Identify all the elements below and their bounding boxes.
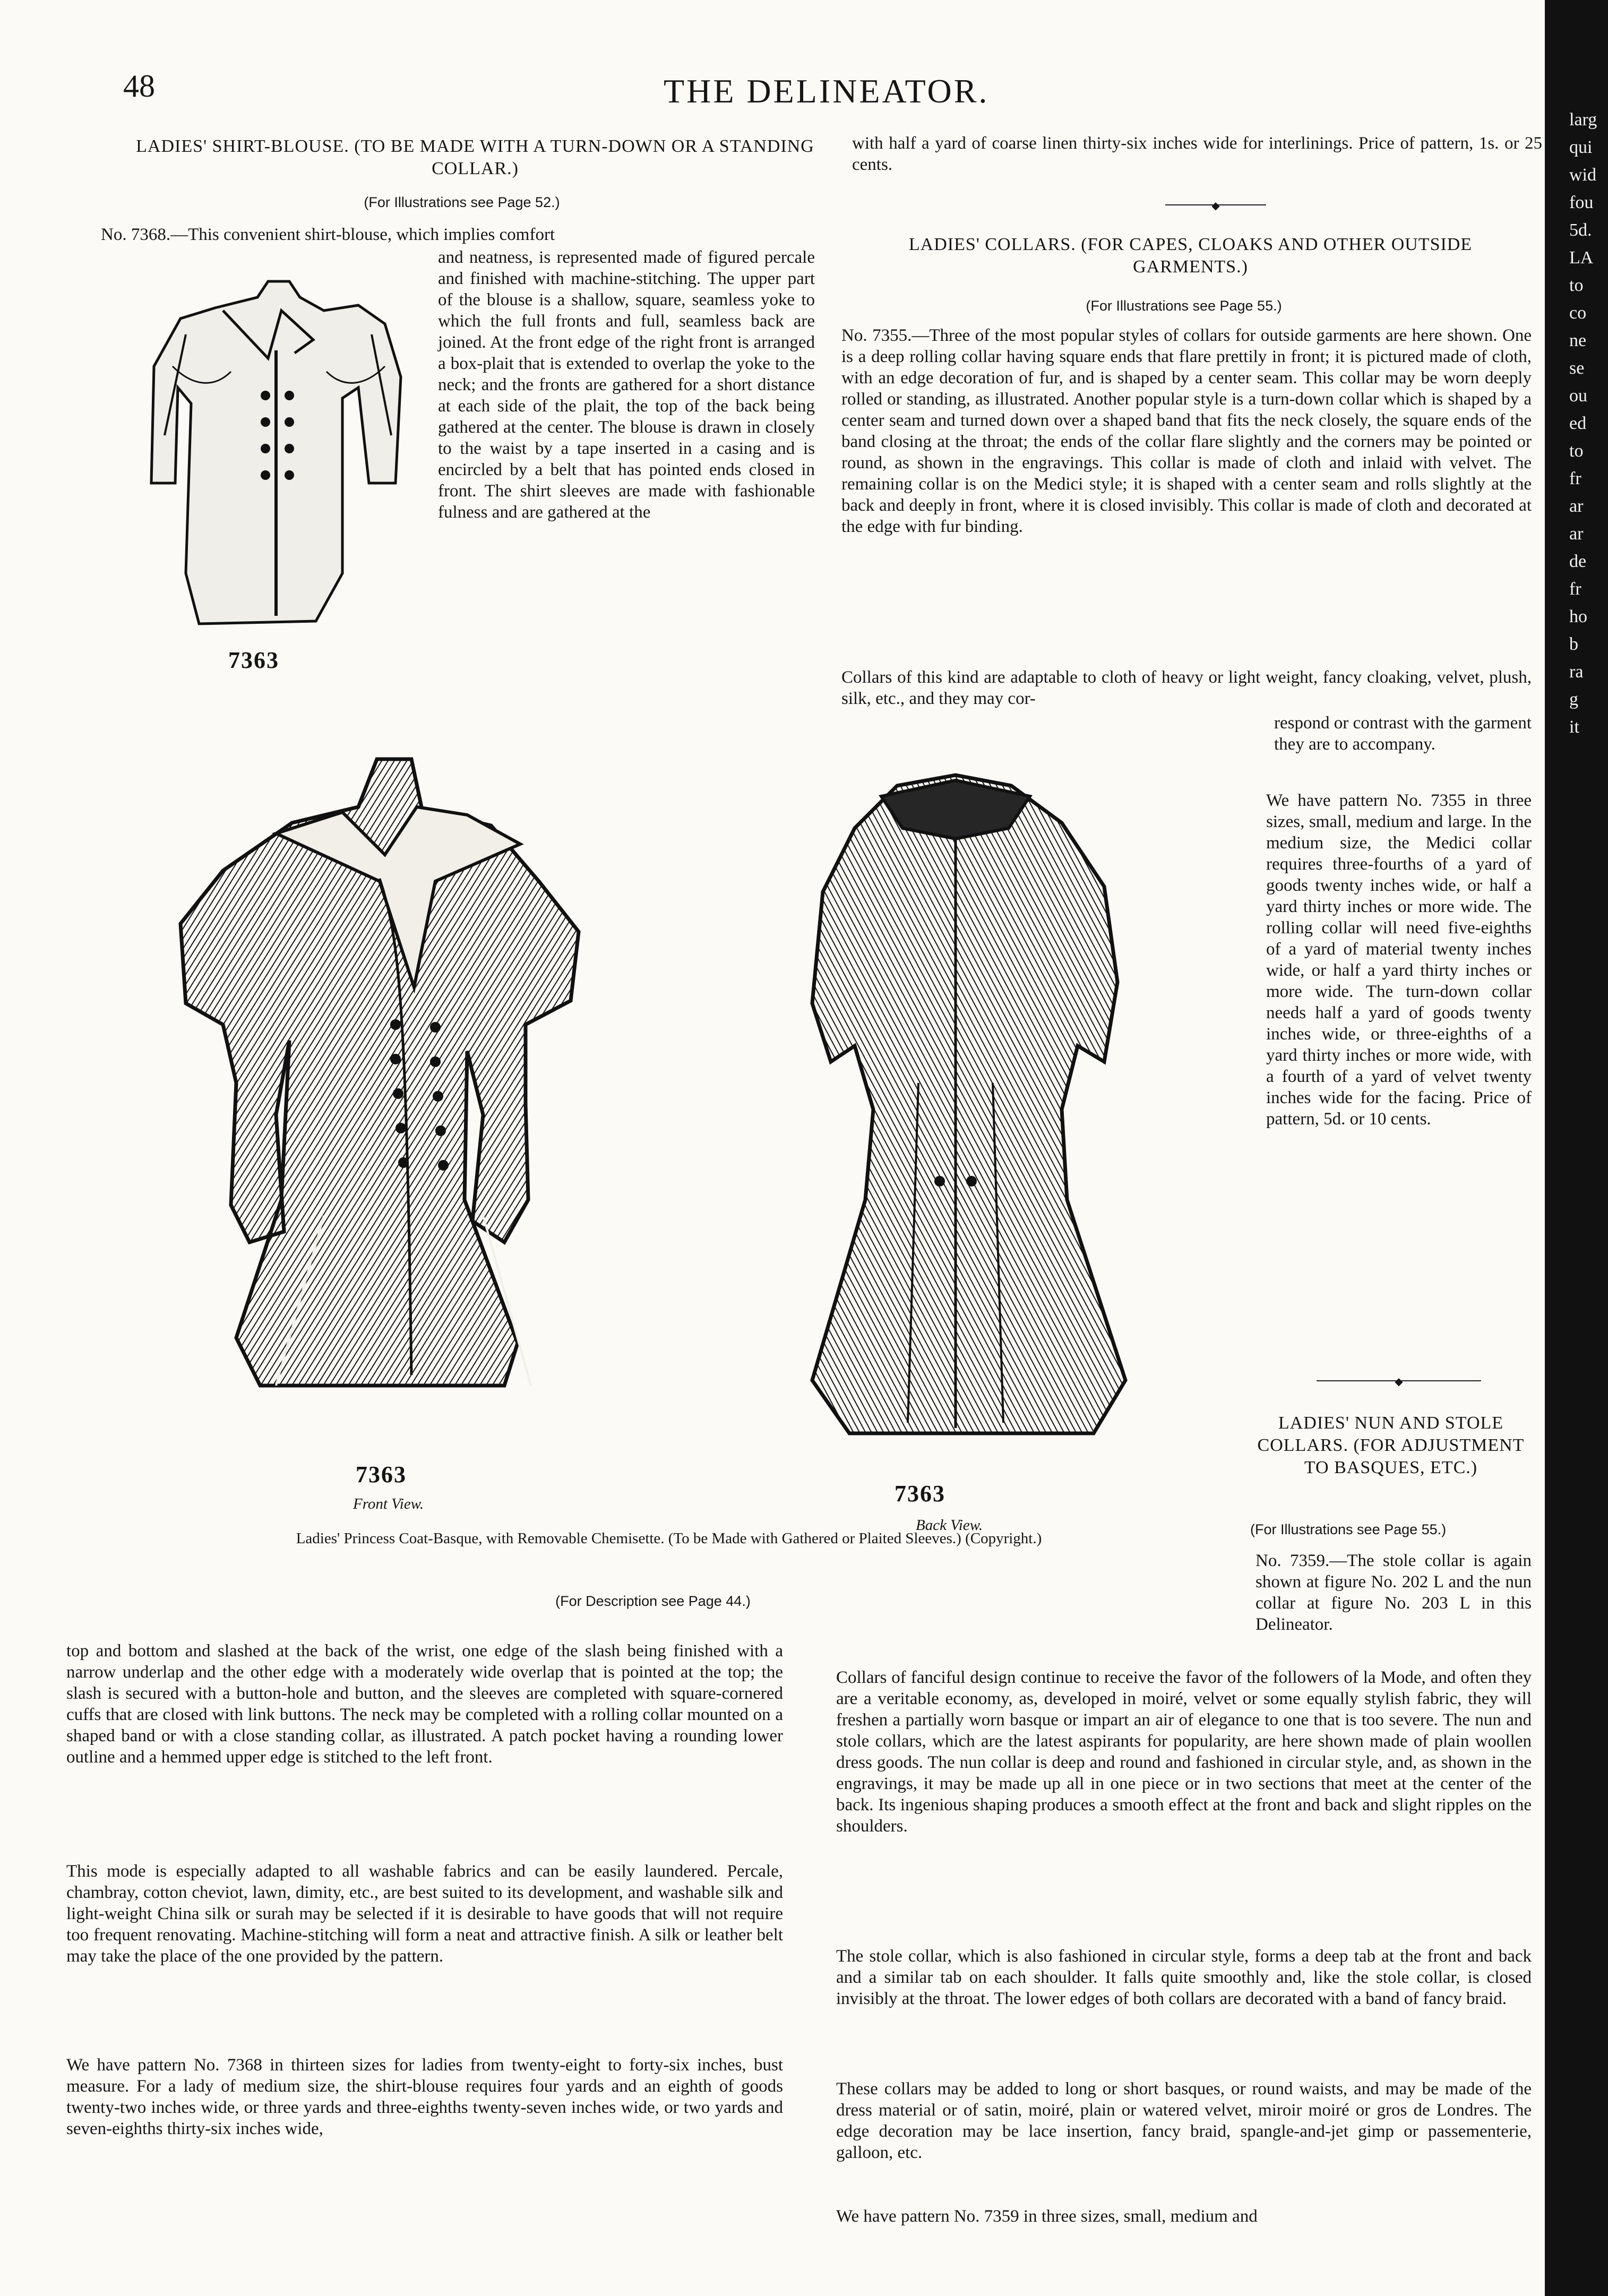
adjacent-page-fragment: to (1569, 441, 1584, 461)
adjacent-page-fragment: fou (1569, 193, 1594, 212)
adjacent-page-fragment: g (1569, 690, 1578, 709)
collars-paragraph-two-start: Collars of this kind are adaptable to cloth of heavy or light weight, fancy cloaking, velvet, plush, silk, etc., and they may cor- (841, 668, 1532, 708)
collars-illustrations-note: (For Illustrations see Page 55.) (1086, 298, 1282, 314)
adjacent-page-fragment: ho (1569, 607, 1587, 626)
shirt-blouse-lead: No. 7368.—This convenient shirt-blouse, which implies comfort (101, 225, 555, 244)
coat-front-number: 7363 (356, 1461, 407, 1487)
adjacent-page-fragment: ed (1569, 414, 1587, 433)
shirt-blouse-description: and neatness, is represented made of figured percale and finished with machine-stitching. The upper part of the blouse is a shallow, square, seamless yoke to which the full fronts and full, seamless back are joined. At the front edge of the right front is arranged a box-plait that is extended to overlap the yoke to the neck; and the fronts are gathered for a short distance at each side of the plait, the top of the back being gathered at the center. The blouse is drawn in closely to the waist by a tape inserted in a casing and is encircled by a belt that has pointed ends closed in front. The shirt sleeves are made with fashionable fulness and are gathered at the (438, 248, 815, 522)
separator-ornament (1317, 1380, 1481, 1381)
collars-paragraph-one: No. 7355.—Three of the most popular styles of collars for outside garments are here shown. One is a deep rolling collar having square ends that flare prettily in front; it is pictured made of cloth, with an edge decoration of fur, and is shaped by a center seam. This collar may be worn deeply rolled or standing, as illustrated. Another popular style is a turn-down collar which is shaped by a center seam and turned down over a shaped band that fits the neck closely, the square ends of the band closing at the throat; the ends of the collar flare slightly and the corners may be pointed or round, as shown in the engravings. This collar is made of cloth and inlaid with velvet. The remaining collar is on the Medici style; it is shaped with a center seam and rolls slightly at the back and deeply in front, where it is closed invisibly. This collar is made of cloth and decorated at the edge with fur binding. (841, 326, 1532, 536)
coat-description-note: (For Description see Page 44.) (555, 1593, 751, 1609)
adjacent-page-fragment: larg (1569, 110, 1597, 130)
adjacent-page-fragment: ar (1569, 496, 1584, 516)
adjacent-page-strip (1545, 0, 1608, 2296)
nun-collar-paragraph-three: The stole collar, which is also fashioned in circular style, forms a deep tab at the front and back and a similar tab on each shoulder. It falls quite smoothly and, like the stole collar, is closed invisibly at the throat. The lower edges of both collars are decorated with a band of fancy braid. (836, 1947, 1532, 2008)
adjacent-page-fragment: fr (1569, 469, 1581, 488)
collars-paragraph-three: We have pattern No. 7355 in three sizes, small, medium and large. In the medium size, the Medici collar requires three-fourths of a yard of goods twenty inches wide, or half a yard thirty inches or more wide. The rolling collar will need five-eighths of a yard of material twenty inches wide, or half a yard thirty inches or more wide. The turn-down collar needs half a yard of goods twenty inches wide, or three-eighths of a yard thirty inches or more wide, with a fourth of a yard of velvet twenty inches wide for the facing. Price of pattern, 5d. or 10 cents. (1266, 791, 1532, 1129)
coat-back-number: 7363 (895, 1481, 945, 1507)
adjacent-page-fragment: ra (1569, 662, 1584, 682)
separator-ornament (1165, 204, 1266, 205)
page-number: 48 (123, 68, 155, 104)
adjacent-page-fragment: ar (1569, 524, 1584, 544)
nun-collar-illustrations-note: (For Illustrations see Page 55.) (1250, 1521, 1447, 1537)
nun-collar-headline: LADIES' NUN AND STOLE COLLARS. (FOR ADJUSTMENT TO BASQUES, ETC.) (1257, 1413, 1525, 1477)
previous-article-fragment: with half a yard of coarse linen thirty-six inches wide for interlinings. Price of pattern, 1s. or 25 cents. (852, 134, 1542, 174)
shirt-blouse-figure-number: 7363 (228, 647, 279, 673)
coat-front-label: Front View. (353, 1495, 424, 1512)
adjacent-page-fragment: se (1569, 358, 1585, 378)
coat-front-illustration (101, 749, 674, 1449)
adjacent-page-fragment: LA (1569, 248, 1594, 268)
lower-left-paragraph-one: top and bottom and slashed at the back of the wrist, one edge of the slash being finished with a narrow underlap and the other edge with a moderately wide overlap that is pointed at the top; the slash is secured with a button-hole and button, and the sleeves are completed with square-cornered cuffs that are closed with link buttons. The neck may be completed with a rolling collar mounted on a shaped band or with a close standing collar, as illustrated. A patch pocket having a rounding lower outline and a hemmed upper edge is stitched to the left front. (66, 1641, 783, 1767)
adjacent-page-fragment: co (1569, 303, 1587, 323)
adjacent-page-fragment: ne (1569, 331, 1587, 350)
adjacent-page-fragment: de (1569, 552, 1587, 571)
adjacent-page-fragments (1569, 106, 1608, 741)
adjacent-page-fragment: qui (1569, 137, 1593, 157)
collars-headline: LADIES' COLLARS. (FOR CAPES, CLOAKS AND OTHER OUTSIDE GARMENTS.) (908, 235, 1473, 277)
adjacent-page-fragment: it (1569, 717, 1579, 737)
shirt-blouse-illustrations-note: (For Illustrations see Page 52.) (364, 194, 560, 210)
adjacent-page-fragment: ou (1569, 386, 1587, 406)
collars-paragraph-two-narrow: respond or contrast with the garment they are to accompany. (1274, 713, 1532, 754)
shirt-blouse-headline: LADIES' SHIRT-BLOUSE. (TO BE MADE WITH A TURN-DOWN OR A STANDING COLLAR.) (136, 136, 814, 178)
adjacent-page-fragment: wid (1569, 165, 1596, 185)
adjacent-page-fragment: to (1569, 276, 1584, 295)
adjacent-page-fragment: 5d. (1569, 220, 1592, 240)
adjacent-page-fragment: fr (1569, 579, 1581, 599)
lower-left-paragraph-two: This mode is especially adapted to all washable fabrics and can be easily laundered. Percale, chambray, cotton cheviot, lawn, dimity, etc., are best suited to its development, and washable silk and light-weight China silk or surah may be selected if it is desirable to have goods that will not require too frequent renovating. Machine-stitching will form a neat and attractive finish. A silk or leather belt may take the place of the one provided by the pattern. (66, 1862, 783, 1966)
lower-left-paragraph-three: We have pattern No. 7368 in thirteen sizes for ladies from twenty-eight to forty-six inches, bust measure. For a lady of medium size, the shirt-blouse requires four yards and an eighth of goods twenty-two inches wide, or three yards and three-eighths twenty-seven inches wide, or two yards and seven-eighths thirty-six inches wide, (66, 2056, 783, 2138)
magazine-title: THE DELINEATOR. (664, 72, 990, 110)
coat-back-illustration (690, 764, 1242, 1476)
shirt-blouse-illustration (135, 276, 422, 648)
adjacent-page-fragment: b (1569, 634, 1578, 654)
nun-collar-paragraph-two: Collars of fanciful design continue to receive the favor of the followers of la Mode, and often they are a veritable economy, as, developed in moiré, velvet or some equally stylish fabric, they will freshen a partially worn basque or impart an air of elegance to one that is too severe. The nun and stole collars, which are the latest aspirants for popularity, are here shown made of plain woollen dress goods. The nun collar is deep and round and fashioned in circular style, and, as shown in the engravings, it may be made up all in one piece or in two sections that meet at the center of the back. Its ingenious shaping produces a smooth effect at the front and back and slight ripples on the shoulders. (836, 1668, 1532, 1836)
coat-caption: Ladies' Princess Coat-Basque, with Removable Chemisette. (To be Made with Gathered or Plaited Sleeves.) (Copyright.) (296, 1530, 1042, 1547)
nun-collar-paragraph-four: These collars may be added to long or short basques, or round waists, and may be made of the dress material or of satin, moiré, plain or watered velvet, miroir moiré or gros de Londres. The edge decoration may be lace insertion, fancy braid, spangle-and-jet gimp or passementerie, galloon, etc. (836, 2079, 1532, 2162)
nun-collar-paragraph-one: No. 7359.—The stole collar is again shown at figure No. 202 L and the nun collar at figure No. 203 L in this Delineator. (1256, 1551, 1532, 1634)
coat-back-label: Back View. (916, 1517, 983, 1534)
nun-collar-paragraph-five: We have pattern No. 7359 in three sizes, small, medium and (836, 2207, 1258, 2226)
